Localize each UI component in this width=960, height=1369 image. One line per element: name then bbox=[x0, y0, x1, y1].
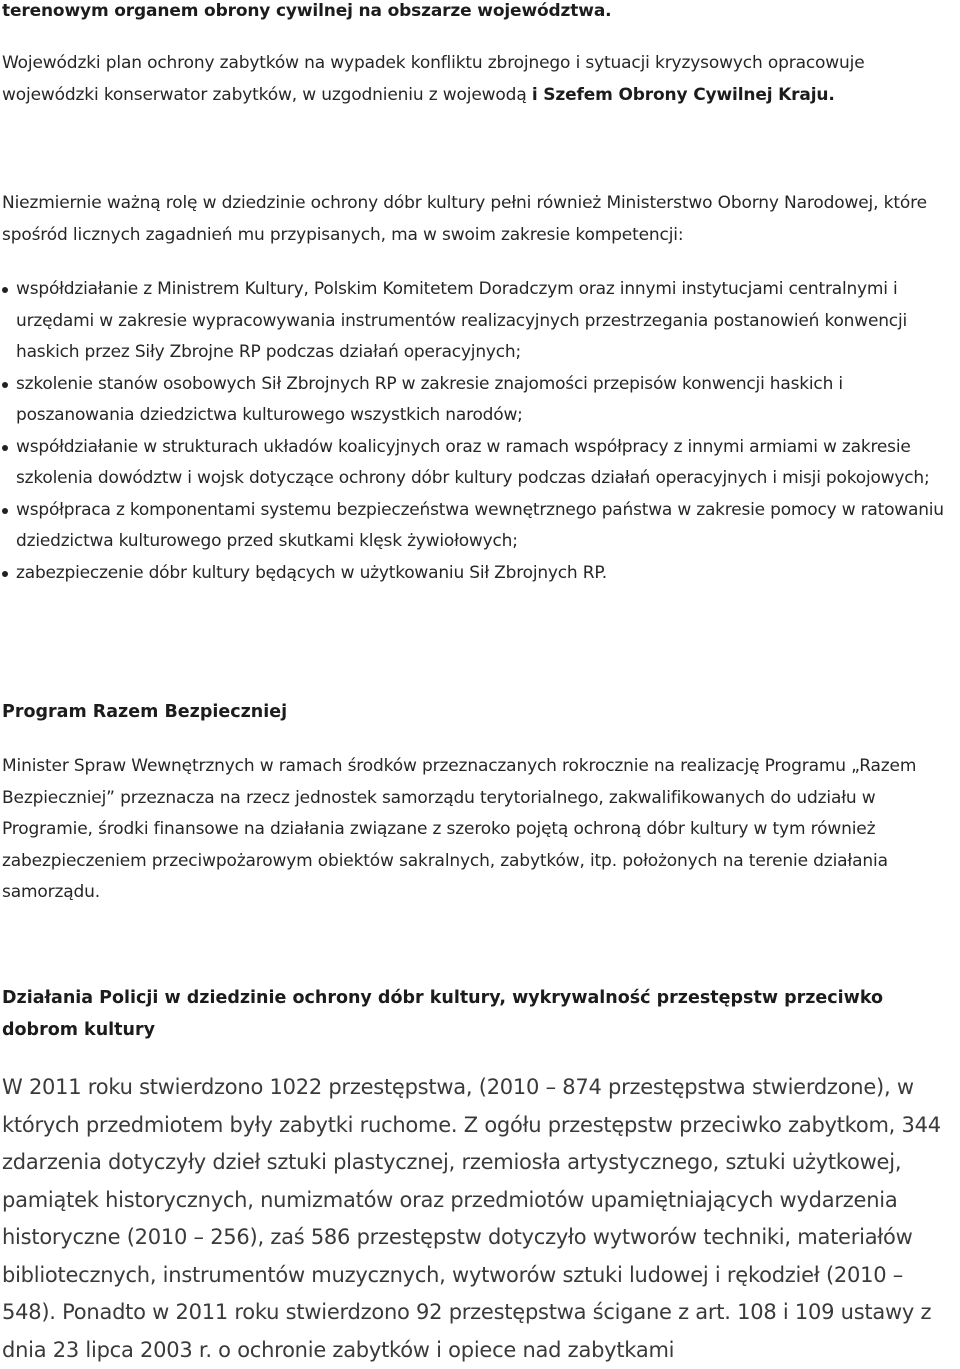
list-item bbox=[2, 495, 960, 558]
list-item bbox=[2, 369, 960, 432]
list-item-text: współpraca z komponentami systemu bezpieczeństwa wewnętrznego państwa w zakresie pomocy w ratowaniu dziedzictwa kulturowego przed skutkami klęsk żywiołowych; bbox=[16, 499, 944, 551]
list-item bbox=[2, 432, 960, 495]
section-heading-police: Działania Policji w dziedzinie ochrony dóbr kultury, wykrywalność przestępstw przeciwko dobrom kultury bbox=[2, 988, 884, 1040]
bullet-icon bbox=[2, 287, 8, 293]
list-item-text: zabezpieczenie dóbr kultury będących w użytkowaniu Sił Zbrojnych RP. bbox=[16, 562, 607, 583]
continued-line: terenowym organem obrony cywilnej na obszarze województwa. bbox=[2, 1, 612, 21]
paragraph-program: Minister Spraw Wewnętrznych w ramach środków przeznaczanych rokrocznie na realizację Programu „Razem Bezpieczniej” przeznacza na rzecz jednostek samorządu terytorialnego, zakwalifikowanych do udziału w Programie, środki finansowe na działania związane z szeroko pojętą ochroną dóbr kultury w tym również zabezpieczeniem przeciwpożarowym obiektów sakralnych, zabytków, itp. położonych na terenie działania samorządu. bbox=[2, 756, 917, 902]
list-item-text: współdziałanie z Ministrem Kultury, Polskim Komitetem Doradczym oraz innymi instytucjami centralnymi i urzędami w zakresie wypracowywania instrumentów realizacyjnych przestrzegania postanowień konwencji haskich przez Siły Zbrojne RP podczas działań operacyjnych; bbox=[16, 279, 907, 362]
bullet-icon bbox=[2, 571, 8, 577]
bullet-icon bbox=[2, 445, 8, 451]
competence-list bbox=[2, 274, 960, 589]
list-item-text: szkolenie stanów osobowych Sił Zbrojnych RP w zakresie znajomości przepisów konwencji haskich i poszanowania dziedzictwa kulturowego wszystkich narodów; bbox=[16, 373, 843, 425]
section-heading-program: Program Razem Bezpieczniej bbox=[2, 702, 288, 722]
list-item bbox=[2, 274, 960, 369]
paragraph-regional-plan bbox=[2, 48, 958, 111]
bullet-icon bbox=[2, 382, 8, 388]
paragraph-ministry-defense: Niezmiernie ważną rolę w dziedzinie ochrony dóbr kultury pełni również Ministerstwo Oborny Narodowej, które spośród licznych zagadnień mu przypisanych, ma w swoim zakresie kompetencji: bbox=[2, 193, 927, 245]
bullet-icon bbox=[2, 508, 8, 514]
paragraph-regional-plan-bold: i Szefem Obrony Cywilnej Kraju. bbox=[531, 84, 835, 105]
list-item-text: współdziałanie w strukturach układów koalicyjnych oraz w ramach współpracy z innymi armiami w zakresie szkolenia dowództw i wojsk dotyczące ochrony dóbr kultury podczas działań operacyjnych i misji pokojowych; bbox=[16, 436, 930, 488]
paragraph-police-statistics: W 2011 roku stwierdzono 1022 przestępstwa, (2010 – 874 przestępstwa stwierdzone), w których przedmiotem były zabytki ruchome. Z ogółu przestępstw przeciwko zabytkom, 344 zdarzenia dotyczyły dzieł sztuki plastycznej, rzemiosła artystycznego, sztuki użytkowej, pamiątek historycznych, numizmatów oraz przedmiotów upamiętniających wydarzenia historyczne (2010 – 256), zaś 586 przestępstw dotyczyło wytworów techniki, materiałów bibliotecznych, instrumentów muzycznych, wytworów sztuki ludowej i rękodzieł (2010 – 548). Ponadto w 2011 roku stwierdzono 92 przestępstwa ścigane z art. 108 i 109 ustawy z dnia 23 lipca 2003 r. o ochronie zabytków i opiece nad zabytkami bbox=[2, 1075, 941, 1362]
paragraph-regional-plan-text: Wojewódzki plan ochrony zabytków na wypadek konfliktu zbrojnego i sytuacji kryzysowych opracowuje wojewódzki konserwator zabytków, w uzgodnieniu z wojewodą bbox=[2, 53, 865, 105]
list-item bbox=[2, 558, 960, 590]
